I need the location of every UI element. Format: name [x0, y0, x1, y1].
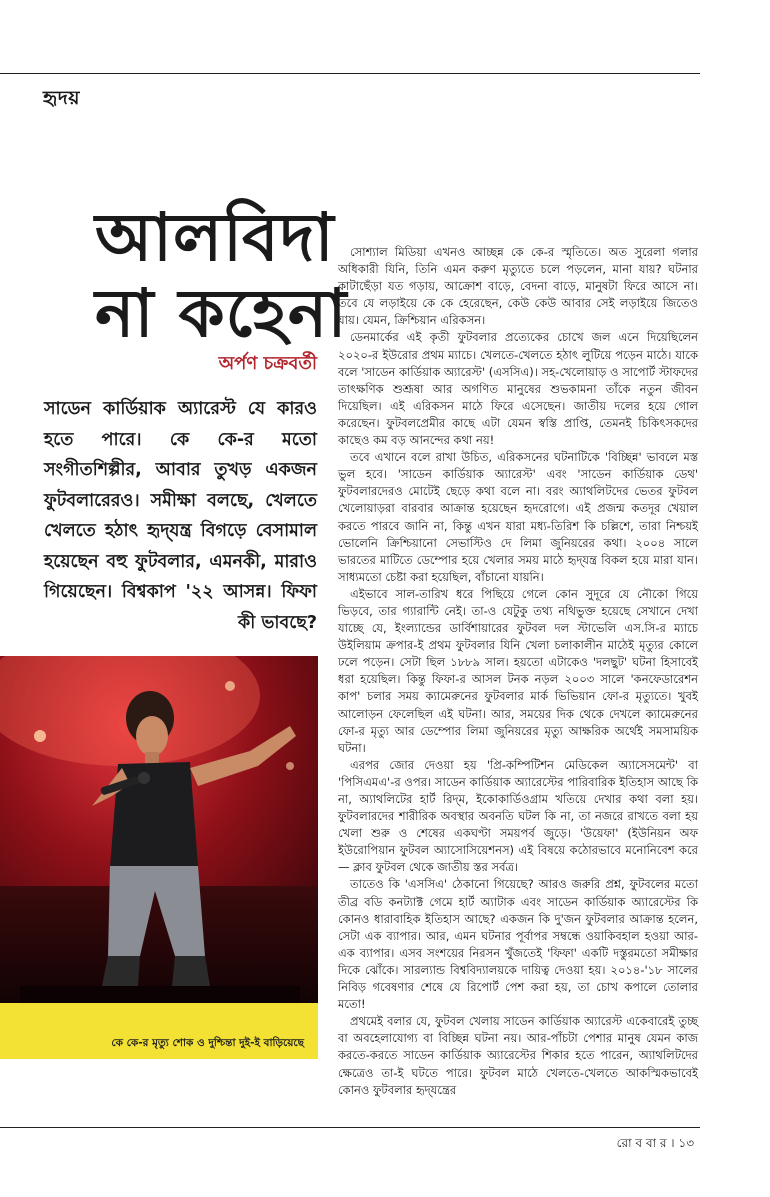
standfirst: সাডেন কার্ডিয়াক অ্যারেস্ট যে কারও হতে পারে। কে কে-র মতো সংগীতশিল্পীর, আবার তুখড় একজন ফুটবলারেরও। সমীক্ষা বলছে, খেলতে খেলতে হঠাৎ হৃদ্‌যন্ত্র বিগড়ে বেসামাল হয়েছেন বহু ফুটবলার, এমনকী, মারাও গিয়েছেন। বিশ্বকাপ '২২ আসন্ন। ফিফা কী ভাবছে?	[44, 399, 317, 633]
body-paragraph: এরপর জোর দেওয়া হয় 'প্রি-কম্পিটিশন মেডিকেল অ্যাসেসমেন্ট' বা 'পিসিএমএ'-র ওপর। সাডেন কার্ডিয়াক অ্যারেস্টের পারিবারিক ইতিহাস আছে কি না, অ্যাথলিটের হার্ট রিদ্‌ম, ইকোকার্ডিওগ্রাম খতিয়ে দেখার কথা বলা হয়। ফুটবলারদের শারীরিক অবস্থার অবনতি ঘটল কি না, তা নজরে রাখতে বলা হয় খেলা শুরু ও শেষের একঘণ্টা সময়পর্ব জুড়ে। 'উয়েফা' (ইউনিয়ন অফ ইউরোপিয়ান ফুটবল অ্যাসোসিয়েশনস) এই বিষয়ে কঠোরভাবে মনোনিবেশ করে— ক্লাব ফুটবল থেকে জাতীয় স্তর সর্বত্র।	[338, 757, 698, 875]
photo-block	[0, 656, 318, 1059]
bottom-rule	[0, 1127, 700, 1128]
section-label: হৃদয়	[43, 87, 80, 109]
caption-box	[0, 1003, 318, 1059]
author-byline: অর্পণ চক্রবর্তী	[218, 353, 317, 374]
article-body	[338, 244, 698, 1099]
singer-photo	[0, 656, 318, 1003]
body-paragraph: প্রথমেই বলার যে, ফুটবল খেলায় সাডেন কার্ডিয়াক অ্যারেস্ট একেবারেই তুচ্ছ বা অবহেলাযোগ্য বা বিচ্ছিন্ন ঘটনা নয়। আর-পাঁচটা পেশার মানুষ যেমন কাজ করতে-করতে সাডেন কার্ডিয়াক অ্যারেস্টের শিকার হতে পারেন, অ্যাথলিটদের ক্ষেত্রেও তা-ই ঘটতে পারে। ফুটবল মাঠে খেলতে-খেলতে আকস্মিকভাবেই কোনও ফুটবলার হৃদ্‌যন্ত্রের	[338, 1014, 698, 1097]
headline-line-2: না কহেনা	[95, 275, 348, 352]
body-paragraph: এইভাবে সাল-তারিখ ধরে পিছিয়ে গেলে কোন সুদূরে যে নৌকো গিয়ে ভিড়বে, তার গ্যারান্টি নেই। তা-ও যেটুকু তথ্য নথিভুক্ত হয়েছে সেখানে দেখা যাচ্ছে যে, ইংল্যান্ডের ডার্বিশায়ারের ফুটবল দল স্টাভেলি এস.সি-র ম্যাচে উইলিয়াম ক্রপার-ই প্রথম ফুটবলার যিনি খেলা চলাকালীন মাঠেই মৃত্যুর কোলে ঢলে পড়েন। সেটা ছিল ১৮৮৯ সাল। হয়তো এটাকেও 'দলছুট' ঘটনা হিসাবেই ধরা হয়েছিল। কিন্তু ফিফা-র আসল টনক নড়ল ২০০৩ সালে 'কনফেডারেশন কাপ' চলার সময় ক্যামেরুনের ফুটবলার মার্ক ভিভিয়ান ফো-র মৃত্যুতে। খুবই আলোড়ন ফেলেছিল এই ঘটনা। আর, সময়ের দিক থেকে দেখলে ক্যামেরুনের ফো-র মৃত্যু আর ডেম্পোর লিমা জুনিয়রের মৃত্যু আক্ষরিক অর্থেই সমসাময়িক ঘটনা।	[338, 586, 698, 755]
headline-line-1: আলবিদা	[95, 199, 335, 276]
body-paragraph: তবে এখানে বলে রাখা উচিত, এরিকসনের ঘটনাটিকে 'বিচ্ছিন্ন' ভাবলে মস্ত ভুল হবে। 'সাডেন কার্ডিয়াক অ্যারেস্ট' এবং 'সাডেন কার্ডিয়াক ডেথ' ফুটবলারদেরও মোটেই ছেড়ে কথা বলে না। বরং অ্যাথলিটদের ভেতর ফুটবল খেলোয়াড়রা বারবার আক্রান্ত হয়েছেন হৃদরোগে। এই প্রজন্ম কতদূর খেয়াল করতে পারবে জানি না, কিন্তু এখন যারা মধ্য-তিরিশ কি চল্লিশে, তারা নিশ্চয়ই ভোলেনি ক্রিশ্চিয়ানো সেভাস্টিও দে লিমা জুনিয়রের কথা। ২০০৪ সালে ভারতের মাটিতে ডেম্পোর হয়ে খেলার সময় মাঠে হৃদ্‌যন্ত্র বিকল হয়ে মারা যান। সাধ্যমতো চেষ্টা করা হয়েছিল, বাঁচানো যায়নি।	[338, 450, 698, 584]
top-rule	[0, 73, 700, 74]
page-footer: রো ব বা র । ১৩	[616, 1136, 694, 1150]
singer-photo-illustration	[0, 656, 318, 1003]
photo-caption: কে কে-র মৃত্যু শোক ও দুশ্চিন্তা দুই-ই বাড়িয়েছে	[111, 1037, 304, 1049]
body-paragraph: ডেনমার্কের এই কৃতী ফুটবলার প্রত্যেকের চোখে জল এনে দিয়েছিলেন ২০২০-র ইউরোর প্রথম ম্যাচে। খেলতে-খেলতে হঠাৎ লুটিয়ে পড়েন মাঠে। যাকে বলে 'সাডেন কার্ডিয়াক অ্যারেস্ট' (এসসিএ)। সহ-খেলোয়াড় ও সাপোর্ট স্টাফদের তাৎক্ষণিক শুশ্রূষা আর অগণিত মানুষের শুভকামনা তাঁকে নতুন জীবন দিয়েছিল। এই এরিকসন মাঠে ফিরে এসেছেন। জাতীয় দলের হয়ে গোল করেছেন। ফুটবলপ্রেমীর কাছে এটা যেমন স্বস্তি প্রাপ্তি, তেমনই চিকিৎসকদের কাছেও কম বড় আনন্দের কথা নয়!	[338, 330, 698, 448]
body-paragraph: তাতেও কি 'এসসিএ' ঠেকানো গিয়েছে? আরও জরুরি প্রশ্ন, ফুটবলের মতো তীব্র বডি কনট্যাক্ট গেমে হার্ট অ্যাটাক এবং সাডেন কার্ডিয়াক অ্যারেস্টের কি কোনও ধারাবাহিক ইতিহাস আছে? একজন কি দু'জন ফুটবলার আক্রান্ত হলেন, সেটা এক ব্যাপার। আর, এমন ঘটনার পূর্বাপর সম্বন্ধে ওয়াকিবহাল হওয়া আর-এক ব্যাপার। এসব সংশয়ের নিরসন খুঁজতেই 'ফিফা' একটি দস্তুরমতো সমীক্ষার দিকে ঝোঁকে। সারল্যান্ড বিশ্ববিদ্যালয়কে দায়িত্ব দেওয়া হয়। ২০১৪-'১৮ সালের নিবিড় গবেষণার শেষে যে রিপোর্ট পেশ করা হয়, তা চোখ কপালে তোলার মতো!	[338, 877, 698, 1012]
body-paragraph: সোশ্যাল মিডিয়া এখনও আচ্ছন্ন কে কে-র স্মৃতিতে। অত সুরেলা গলার অধিকারী যিনি, তিনি এমন করুণ মৃত্যুতে চলে পড়লেন, মানা যায়? ঘটনার কাটাছেঁড়া যত গড়ায়, আক্রোশ বাড়ে, বেদনা বাড়ে, মানুষটা ফিরে আসে না। তবে যে লড়াইয়ে কে কে হেরেছেন, কেউ কেউ আবার সেই লড়াইয়ে জিতেও যায়। যেমন, ক্রিশ্চিয়ান এরিকসন।	[338, 245, 698, 328]
